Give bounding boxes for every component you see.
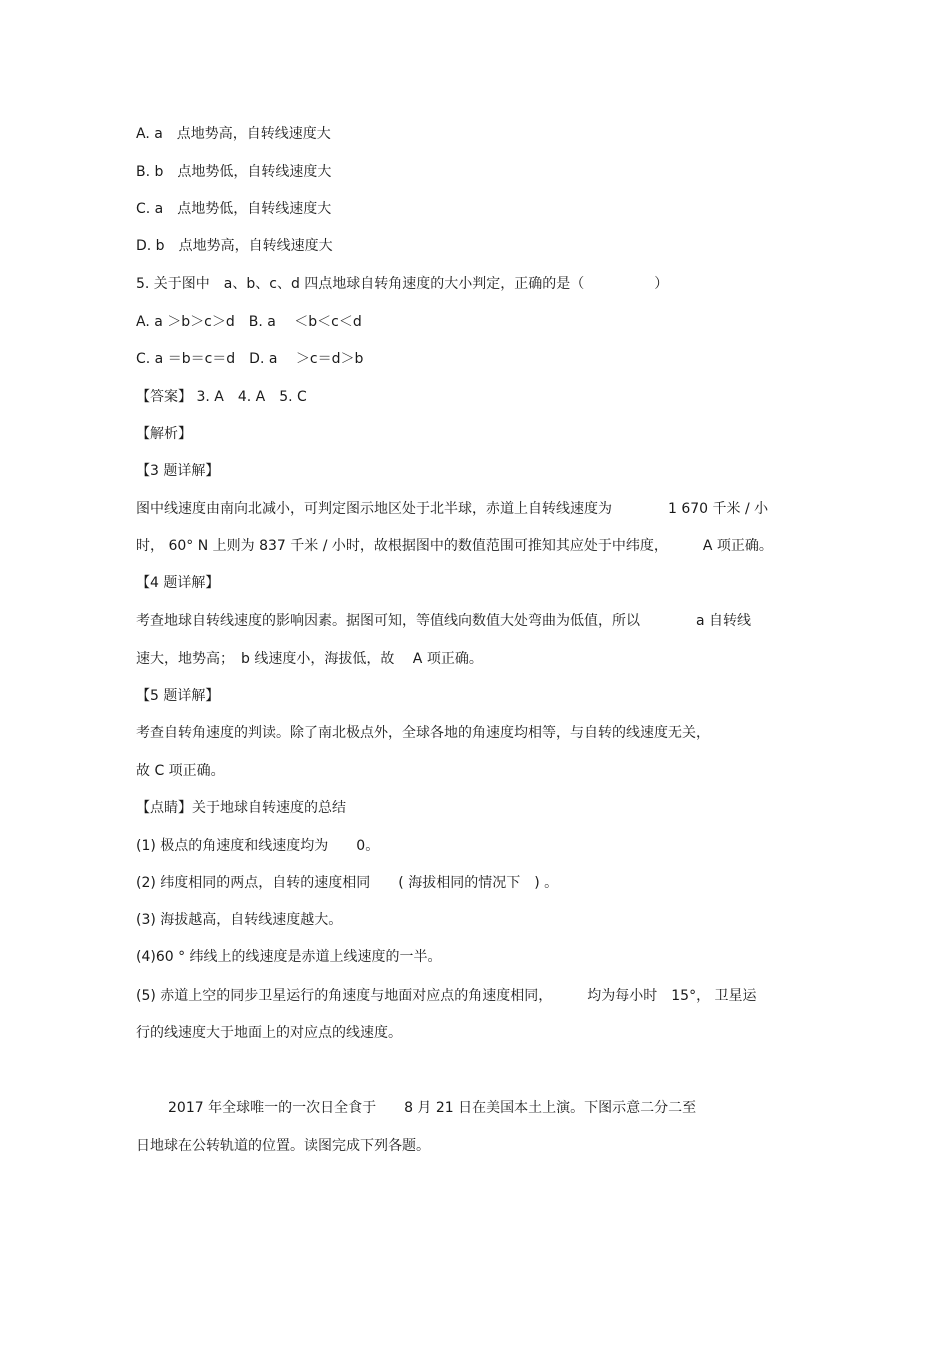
option-c-q4: C. a 点地势低，自转线速度大 (136, 201, 332, 217)
q3-detail-text-1: 图中线速度由南向北减小，可判定图示地区处于北半球，赤道上自转线速度为 1 670 千米 / 小 (136, 501, 769, 517)
passage-line-2: 日地球在公转轨道的位置。读图完成下列各题。 (136, 1138, 430, 1154)
q5-detail-heading: 【5 题详解】 (136, 688, 220, 704)
tip-5-line-1: (5) 赤道上空的同步卫星运行的角速度与地面对应点的角速度相同， 均为每小时 15°， 卫星运 (136, 988, 757, 1004)
options-ab-q5: A. a ＞b＞c＞d B. a ＜b＜c＜d (136, 314, 362, 330)
q4-detail-text-1: 考查地球自转线速度的影响因素。据图可知，等值线向数值大处弯曲为低值，所以 a 自转线 (136, 613, 752, 629)
answer-line: 【答案】 3. A 4. A 5. C (136, 389, 307, 405)
question-5: 5. 关于图中 a、b、c、d 四点地球自转角速度的大小判定，正确的是（ ） (136, 276, 669, 292)
q5-detail-text-2: 故 C 项正确。 (136, 763, 225, 779)
q3-detail-text-2: 时， 60° N 上则为 837 千米 / 小时，故根据图中的数值范围可推知其应处于中纬度， A 项正确。 (136, 538, 773, 554)
q3-detail-heading: 【3 题详解】 (136, 463, 220, 479)
tip-5-line-2: 行的线速度大于地面上的对应点的线速度。 (136, 1025, 402, 1041)
q4-detail-heading: 【4 题详解】 (136, 575, 220, 591)
tips-heading: 【点睛】关于地球自转速度的总结 (136, 800, 346, 816)
q4-detail-text-2: 速大，地势高； b 线速度小，海拔低，故 A 项正确。 (136, 651, 483, 667)
option-a-q4: A. a 点地势高，自转线速度大 (136, 126, 331, 142)
analysis-heading: 【解析】 (136, 426, 192, 442)
q5-detail-text-1: 考查自转角速度的判读。除了南北极点外，全球各地的角速度均相等，与自转的线速度无关， (136, 725, 710, 741)
tip-3: (3) 海拔越高，自转线速度越大。 (136, 912, 343, 928)
tip-1: (1) 极点的角速度和线速度均为 0。 (136, 838, 380, 854)
option-b-q4: B. b 点地势低，自转线速度大 (136, 164, 332, 180)
passage-line-1: 2017 年全球唯一的一次日全食于 8 月 21 日在美国本土上演。下图示意二分二至 (168, 1100, 697, 1116)
tip-4: (4)60 ° 纬线上的线速度是赤道上线速度的一半。 (136, 949, 442, 965)
option-d-q4: D. b 点地势高，自转线速度大 (136, 238, 333, 254)
options-cd-q5: C. a ＝b＝c＝d D. a ＞c＝d＞b (136, 351, 364, 367)
tip-2: (2) 纬度相同的两点，自转的速度相同 ( 海拔相同的情况下 ) 。 (136, 875, 559, 891)
